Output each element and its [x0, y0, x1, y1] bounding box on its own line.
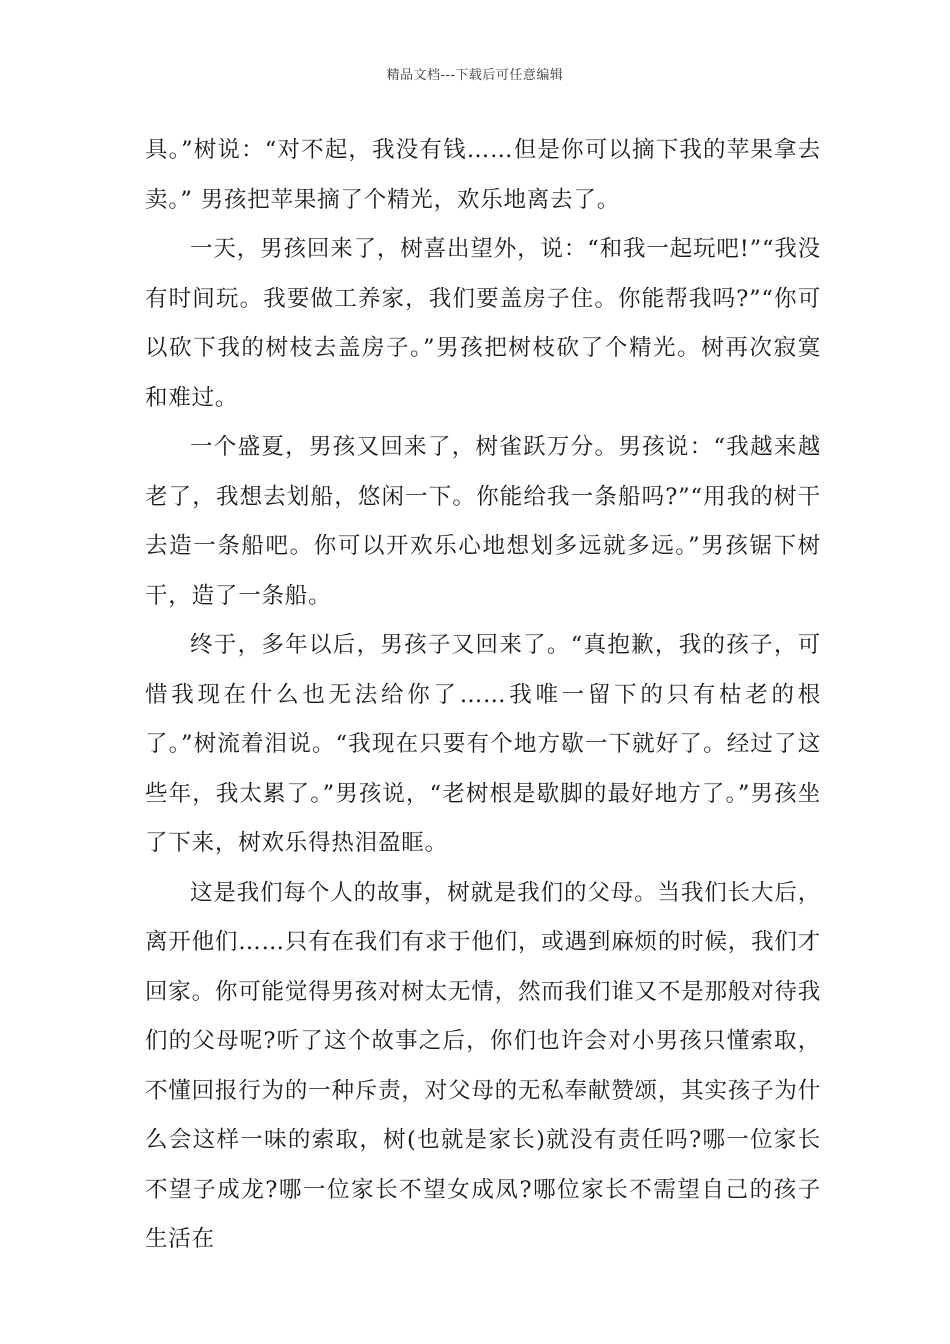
paragraph-5: 这是我们每个人的故事，树就是我们的父母。当我们长大后，离开他们……只有在我们有求于他们，或遇到麻烦的时候，我们才回家。你可能觉得男孩对树太无情，然而我们谁又不是那般对待我们的父母呢?听了这个故事之后，你们也许会对小男孩只懂索取，不懂回报行为的一种斥责，对父母的无私奉献赞颂，其实孩子为什么会这样一味的索取，树(也就是家长)就没有责任吗?哪一位家长不望子成龙?哪一位家长不望女成凤?哪位家长不需望自己的孩子生活在: [145, 879, 821, 1252]
paragraph-2: 一天，男孩回来了，树喜出望外，说：“和我一起玩吧!”“我没有时间玩。我要做工养家，我们要盖房子住。你能帮我吗?”“你可以砍下我的树枝去盖房子。”男孩把树枝砍了个精光。树再次寂寞和难过。: [145, 236, 821, 411]
paragraph-4: 终于，多年以后，男孩子又回来了。“真抱歉，我的孩子，可惜我现在什么也无法给你了……我唯一留下的只有枯老的根了。”树流着泪说。“我现在只要有个地方歇一下就好了。经过了这些年，我太累了。”男孩说，“老树根是歇脚的最好地方了。”男孩坐了下来，树欢乐得热泪盈眶。: [145, 632, 821, 856]
page-header: 精品文档---下载后可任意编辑: [386, 68, 564, 83]
paragraph-3: 一个盛夏，男孩又回来了，树雀跃万分。男孩说：“我越来越老了，我想去划船，悠闲一下。你能给我一条船吗?”“用我的树干去造一条船吧。你可以开欢乐心地想划多远就多远。”男孩锯下树干，造了一条船。: [145, 434, 821, 609]
paragraph-1: 具。”树说：“对不起，我没有钱……但是你可以摘下我的苹果拿去卖。” 男孩把苹果摘了个精光，欢乐地离去了。: [145, 137, 821, 213]
document-body: [145, 126, 821, 1265]
